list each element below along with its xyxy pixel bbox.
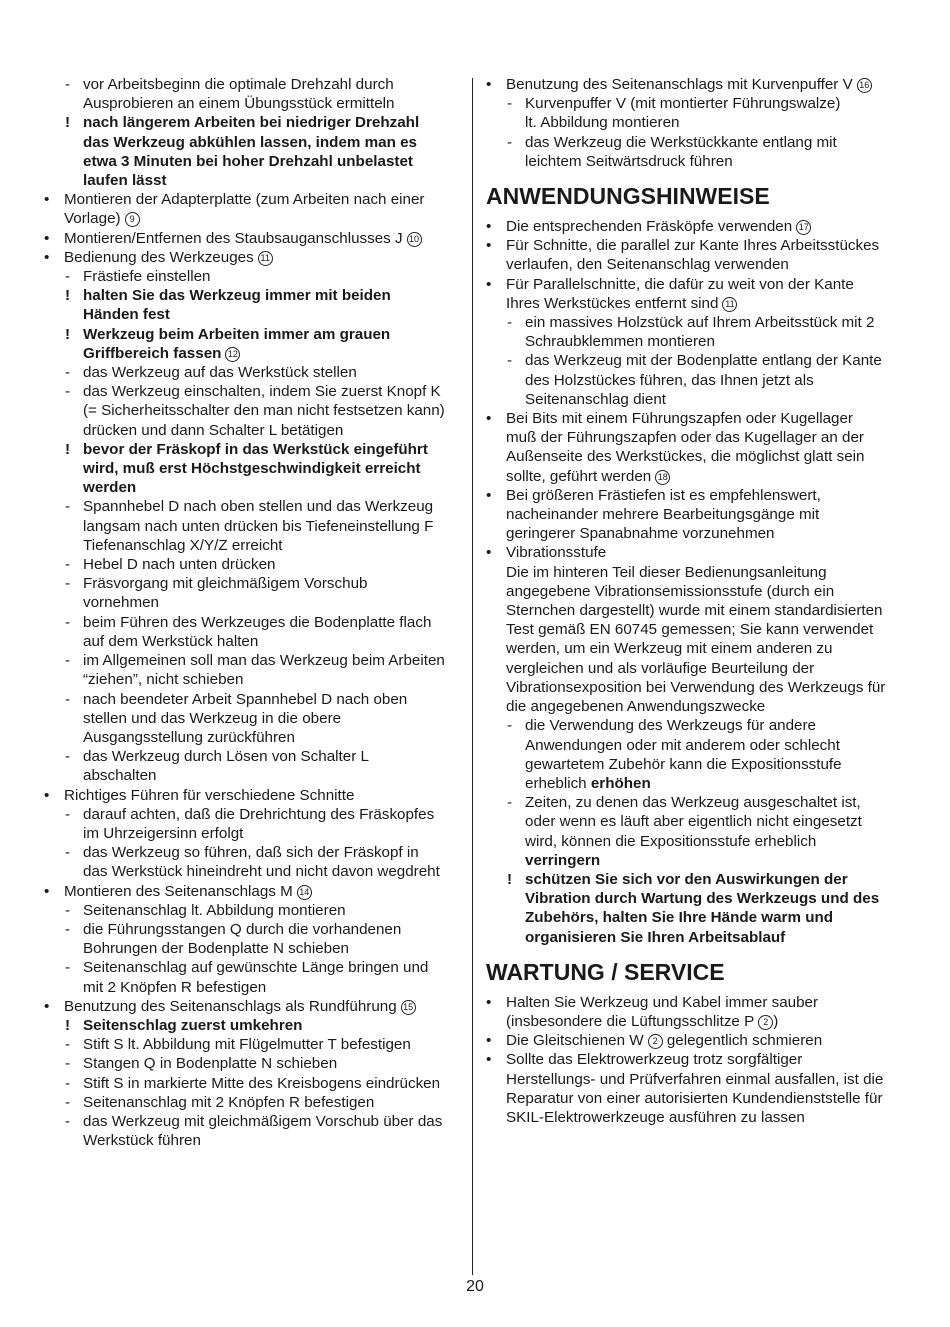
bullet-marker: • xyxy=(44,248,50,266)
text-line xyxy=(44,978,464,997)
text-line xyxy=(486,563,906,582)
figure-ref-number: 17 xyxy=(796,220,811,235)
text-line xyxy=(44,152,464,171)
dash-marker: - xyxy=(65,844,71,862)
text-line xyxy=(486,1108,906,1127)
dash-marker: - xyxy=(507,794,513,812)
list-item xyxy=(44,747,464,766)
list-item xyxy=(44,958,464,977)
warning-line xyxy=(44,286,464,305)
text-line xyxy=(486,371,906,390)
text-line xyxy=(486,152,906,171)
section-heading: WARTUNG / SERVICE xyxy=(486,958,725,985)
dash-marker: - xyxy=(65,613,71,631)
dash-marker: - xyxy=(65,364,71,382)
dash-marker: - xyxy=(507,352,513,370)
text-line xyxy=(486,390,906,409)
text-line xyxy=(486,736,906,755)
line-text: SKIL-Elektrowerkzeuge ausführen zu lassen xyxy=(506,1108,805,1126)
dash-marker: - xyxy=(507,717,513,735)
list-item xyxy=(486,236,906,255)
line-text: Vibrationsstufe xyxy=(506,544,607,562)
line-text: stellen und das Werkzeug in die obere xyxy=(83,709,342,727)
line-text: gewartetem Zubehör kann die Expositionsstufe xyxy=(525,755,842,773)
dash-marker: - xyxy=(507,314,513,332)
warning-marker: ! xyxy=(65,287,71,305)
line-text: Stangen Q in Bodenplatte N schieben xyxy=(83,1055,338,1073)
list-item xyxy=(44,843,464,862)
bullet-marker: • xyxy=(486,275,492,293)
text-line xyxy=(486,678,906,697)
warning-line xyxy=(486,870,906,889)
line-text: wird, können die Expositionsstufe erheblich xyxy=(525,832,817,850)
line-text: geringerer Spanabnahme vorzunehmen xyxy=(506,525,775,543)
text-line xyxy=(44,862,464,881)
text-line xyxy=(44,1131,464,1150)
line-text: das Werkzeug durch Lösen von Schalter L xyxy=(83,748,369,766)
list-item xyxy=(44,574,464,593)
line-text: etwa 3 Minuten bei hoher Drehzahl unbelastet xyxy=(83,152,413,170)
line-text: des Holzstückes führen, das Ihnen jetzt als xyxy=(525,371,814,389)
line-text: Frästiefe einstellen xyxy=(83,268,211,286)
list-item xyxy=(44,75,464,94)
line-text: sollte, geführt werden xyxy=(506,467,652,485)
dash-marker: - xyxy=(65,1093,71,1111)
text-line xyxy=(486,505,906,524)
bullet-marker: • xyxy=(486,544,492,562)
line-text: Seitenanschlag auf gewünschte Länge bringen und xyxy=(83,959,429,977)
dash-marker: - xyxy=(65,268,71,286)
line-text: organisieren Sie Ihren Arbeitsablauf xyxy=(525,928,786,946)
line-text: wird, muß erst Höchstgeschwindigkeit erreicht xyxy=(83,460,421,478)
list-item xyxy=(486,217,906,236)
bullet-marker: • xyxy=(486,1051,492,1069)
line-text: Benutzung des Seitenanschlags mit Kurvenpuffer V xyxy=(506,76,853,93)
text-line xyxy=(486,639,906,658)
line-text: werden xyxy=(83,479,137,497)
line-text: nacheinander mehrere Bearbeitungsgänge mit xyxy=(506,506,820,524)
dash-marker: - xyxy=(65,1036,71,1054)
text-line xyxy=(44,939,464,958)
list-item xyxy=(44,1074,464,1093)
line-text: Griffbereich fassen xyxy=(83,344,222,362)
list-item xyxy=(486,409,906,428)
dash-marker: - xyxy=(507,95,513,113)
list-item xyxy=(44,901,464,920)
text-line xyxy=(44,94,464,113)
text-line xyxy=(486,524,906,543)
line-text: Test gemäß EN 60745 gemessen; Sie kann verwendet xyxy=(506,621,874,639)
line-text: vergleichen und als vorläufige Beurteilung der xyxy=(506,659,815,677)
list-item xyxy=(44,997,464,1016)
emphasis-text: erhöhen xyxy=(590,774,651,792)
text-line xyxy=(486,851,906,870)
line-text: Außenseite des Werkstückes, die möglichst glatt sein xyxy=(506,448,865,466)
list-item xyxy=(44,805,464,824)
line-text-tail: ) xyxy=(773,1012,779,1030)
line-text: vor Arbeitsbeginn die optimale Drehzahl durch xyxy=(83,76,394,93)
line-text: das Werkzeug einschalten, indem Sie zuerst Knopf K xyxy=(83,383,441,401)
line-text: das Werkzeug die Werkstückkante entlang mit xyxy=(525,133,837,151)
warning-marker: ! xyxy=(507,870,513,888)
dash-marker: - xyxy=(65,901,71,919)
dash-marker: - xyxy=(65,498,71,516)
line-text: im Uhrzeigersinn erfolgt xyxy=(83,824,244,842)
figure-ref-number: 11 xyxy=(258,251,273,266)
list-item xyxy=(486,793,906,812)
line-text: Zubehörs, halten Sie Ihre Hände warm und xyxy=(525,909,834,927)
column-divider xyxy=(472,78,473,1275)
list-item xyxy=(44,786,464,805)
text-line xyxy=(44,459,464,478)
line-text: Sternchen dargestellt) wurde mit einem standardisierten xyxy=(506,602,883,620)
line-text: Händen fest xyxy=(83,306,170,324)
text-line xyxy=(486,294,906,313)
warning-line xyxy=(44,113,464,132)
text-line xyxy=(486,908,906,927)
line-text: Reparatur von einer autorisierten Kundendienststelle für xyxy=(506,1089,883,1107)
line-text: Richtiges Führen für verschiedene Schnitte xyxy=(64,786,355,804)
line-text-tail: gelegentlich schmieren xyxy=(662,1032,823,1050)
list-item xyxy=(44,1054,464,1073)
bullet-marker: • xyxy=(44,786,50,804)
list-item xyxy=(486,486,906,505)
text-line xyxy=(486,332,906,351)
line-text: Werkstück führen xyxy=(83,1132,201,1150)
line-text: das Werkzeug abkühlen lassen, indem man es xyxy=(83,133,417,151)
bullet-marker: • xyxy=(486,218,492,236)
warning-line xyxy=(44,440,464,459)
line-text: ein massives Holzstück auf Ihrem Arbeitsstück mit 2 xyxy=(525,314,875,332)
line-text: Seitenanschlag mit 2 Knöpfen R befestigen xyxy=(83,1093,375,1111)
figure-ref-number: 2 xyxy=(648,1034,663,1049)
figure-ref-number: 18 xyxy=(655,470,670,485)
list-item xyxy=(44,651,464,670)
dash-marker: - xyxy=(65,1074,71,1092)
bullet-marker: • xyxy=(486,486,492,504)
left-column xyxy=(44,75,464,1150)
list-item xyxy=(44,920,464,939)
figure-ref-number: 2 xyxy=(758,1015,773,1030)
line-text: langsam nach unten drücken bis Tiefeneinstellung F xyxy=(83,517,434,535)
list-item xyxy=(44,1035,464,1054)
line-text: Bei Bits mit einem Führungszapfen oder Kugellager xyxy=(506,410,853,428)
line-text: Halten Sie Werkzeug und Kabel immer sauber xyxy=(506,993,819,1011)
warning-marker: ! xyxy=(65,114,71,132)
text-line xyxy=(486,774,906,793)
dash-marker: - xyxy=(65,1055,71,1073)
text-line xyxy=(44,209,464,228)
line-text: im Allgemeinen soll man das Werkzeug beim Arbeiten xyxy=(83,652,445,670)
line-text: (= Sicherheitsschalter den man nicht festsetzen kann) xyxy=(83,402,445,420)
list-item xyxy=(486,993,906,1012)
text-line xyxy=(486,467,906,486)
line-text: Kurvenpuffer V (mit montierter Führungswalze) xyxy=(525,95,841,113)
line-text: Seitenanschlag dient xyxy=(525,390,667,408)
line-text: Die im hinteren Teil dieser Bedienungsanleitung xyxy=(506,563,827,581)
list-item xyxy=(486,716,906,735)
text-line xyxy=(44,824,464,843)
line-text: Vibration durch Wartung des Werkzeugs und des xyxy=(525,890,880,908)
line-text: bevor der Fräskopf in das Werkstück eingeführt xyxy=(83,440,428,458)
line-text: lt. Abbildung montieren xyxy=(525,114,680,132)
line-text: Bedienung des Werkzeuges xyxy=(64,248,254,266)
dash-marker: - xyxy=(65,805,71,823)
line-text: Die Gleitschienen W xyxy=(506,1032,644,1050)
line-text: das Werkstück hineindreht und nicht davon wegdreht xyxy=(83,863,440,881)
list-item xyxy=(486,133,906,152)
text-line xyxy=(486,889,906,908)
line-text: nach längerem Arbeiten bei niedriger Drehzahl xyxy=(83,114,420,132)
list-item xyxy=(44,1112,464,1131)
bullet-marker: • xyxy=(486,1032,492,1050)
dash-marker: - xyxy=(65,959,71,977)
line-text: Herstellungs- und Prüfverfahren einmal ausfallen, ist die xyxy=(506,1070,884,1088)
list-item xyxy=(486,543,906,562)
figure-ref-number: 12 xyxy=(225,347,240,362)
text-line xyxy=(44,517,464,536)
line-text: die Führungsstangen Q durch die vorhandenen xyxy=(83,920,402,938)
text-line xyxy=(44,344,464,363)
list-item xyxy=(44,690,464,709)
text-line xyxy=(486,659,906,678)
line-text: das Werkzeug mit der Bodenplatte entlang der Kante xyxy=(525,352,882,370)
text-line xyxy=(44,632,464,651)
line-text: Werkzeug beim Arbeiten immer am grauen xyxy=(83,325,391,343)
text-line xyxy=(486,812,906,831)
line-text: leichtem Seitwärtsdruck führen xyxy=(525,152,733,170)
text-line xyxy=(44,709,464,728)
line-text: Ihres Werkstückes entfernt sind xyxy=(506,294,719,312)
text-line xyxy=(44,670,464,689)
line-text: Montieren des Seitenanschlags M xyxy=(64,882,293,900)
text-line xyxy=(486,755,906,774)
dash-marker: - xyxy=(65,556,71,574)
bullet-marker: • xyxy=(44,882,50,900)
list-item xyxy=(44,190,464,209)
figure-ref-number: 15 xyxy=(401,1000,416,1015)
list-item xyxy=(44,555,464,574)
dash-marker: - xyxy=(65,1112,71,1130)
list-item xyxy=(486,1050,906,1069)
text-line xyxy=(44,478,464,497)
line-text: schützen Sie sich vor den Auswirkungen der xyxy=(525,870,848,888)
figure-ref-number: 10 xyxy=(407,232,422,247)
list-item xyxy=(44,497,464,516)
bullet-marker: • xyxy=(44,997,50,1015)
text-line xyxy=(44,421,464,440)
dash-marker: - xyxy=(507,133,513,151)
line-text: Stift S lt. Abbildung mit Flügelmutter T befestigen xyxy=(83,1036,411,1054)
line-text: angegebene Vibrationsemissionsstufe (durch ein xyxy=(506,582,835,600)
list-item xyxy=(486,313,906,332)
list-item xyxy=(44,229,464,248)
line-text: laufen lässt xyxy=(83,172,167,190)
line-text: Hebel D nach unten drücken xyxy=(83,556,276,574)
text-line xyxy=(44,401,464,420)
bullet-marker: • xyxy=(486,76,492,93)
warning-marker: ! xyxy=(65,440,71,458)
bullet-marker: • xyxy=(486,410,492,428)
text-line xyxy=(44,593,464,612)
text-line xyxy=(486,601,906,620)
line-text: drücken und dann Schalter L betätigen xyxy=(83,421,344,439)
line-text: halten Sie das Werkzeug immer mit beiden xyxy=(83,287,391,305)
dash-marker: - xyxy=(65,383,71,401)
list-item xyxy=(486,1031,906,1050)
line-text: Benutzung des Seitenanschlags als Rundführung xyxy=(64,997,397,1015)
list-item xyxy=(44,382,464,401)
line-text: Seitenanschlag lt. Abbildung montieren xyxy=(83,901,346,919)
figure-ref-number: 9 xyxy=(125,212,140,227)
line-text: verlaufen, den Seitenanschlag verwenden xyxy=(506,256,789,274)
line-text: Bei größeren Frästiefen ist es empfehlenswert, xyxy=(506,486,821,504)
text-line xyxy=(486,428,906,447)
line-text: verringern xyxy=(525,851,601,869)
list-item xyxy=(44,882,464,901)
line-text: “ziehen”, nicht schieben xyxy=(83,671,244,689)
list-item xyxy=(44,363,464,382)
bullet-marker: • xyxy=(44,191,50,209)
text-line xyxy=(486,928,906,947)
text-line xyxy=(44,766,464,785)
dash-marker: - xyxy=(65,575,71,593)
line-text: nach beendeter Arbeit Spannhebel D nach oben xyxy=(83,690,408,708)
text-line xyxy=(486,255,906,274)
text-line xyxy=(44,728,464,747)
line-text: Fräsvorgang mit gleichmäßigem Vorschub xyxy=(83,575,368,593)
line-text: Tiefenanschlag X/Y/Z erreicht xyxy=(83,536,283,554)
line-text: (insbesondere die Lüftungsschlitze P xyxy=(506,1012,755,1030)
list-item xyxy=(44,613,464,632)
right-column xyxy=(486,75,906,1127)
line-text: oder wenn es läuft aber eigentlich nicht eingesetzt xyxy=(525,813,862,831)
line-text: Für Parallelschnitte, die dafür zu weit von der Kante xyxy=(506,275,854,293)
line-text: das Werkzeug so führen, daß sich der Fräskopf in xyxy=(83,844,419,862)
list-item xyxy=(44,248,464,267)
warning-marker: ! xyxy=(65,325,71,343)
warning-line xyxy=(44,1016,464,1035)
line-text: abschalten xyxy=(83,767,157,785)
line-text: Die entsprechenden Fräsköpfe verwenden xyxy=(506,218,793,236)
line-text: Schraubklemmen montieren xyxy=(525,333,715,351)
line-text: mit 2 Knöpfen R befestigen xyxy=(83,978,267,996)
section-heading: ANWENDUNGSHINWEISE xyxy=(486,183,770,210)
warning-marker: ! xyxy=(65,1016,71,1034)
list-item xyxy=(486,351,906,370)
text-line xyxy=(486,1012,906,1031)
text-line xyxy=(44,171,464,190)
line-text: die Verwendung des Werkzeugs für andere xyxy=(525,717,816,735)
list-item xyxy=(44,1093,464,1112)
figure-ref-number: 11 xyxy=(722,297,737,312)
warning-line xyxy=(44,325,464,344)
text-line xyxy=(486,832,906,851)
line-text: Anwendungen oder mit anderem oder schlecht xyxy=(525,736,840,754)
line-text: Montieren der Adapterplatte (zum Arbeiten nach einer xyxy=(64,191,425,209)
figure-ref-number: 14 xyxy=(297,885,312,900)
dash-marker: - xyxy=(65,920,71,938)
figure-ref-number: 16 xyxy=(857,78,872,93)
list-item xyxy=(486,75,906,94)
text-line xyxy=(486,113,906,132)
line-text: darauf achten, daß die Drehrichtung des Fräskopfes xyxy=(83,805,435,823)
text-line xyxy=(44,133,464,152)
dash-marker: - xyxy=(65,748,71,766)
line-text: Sollte das Elektrowerkzeug trotz sorgfältiger xyxy=(506,1051,803,1069)
bullet-marker: • xyxy=(486,993,492,1011)
text-line xyxy=(44,305,464,324)
text-line xyxy=(486,620,906,639)
line-text: Vorlage) xyxy=(64,210,121,228)
text-line xyxy=(486,1089,906,1108)
dash-marker: - xyxy=(65,652,71,670)
text-line xyxy=(44,536,464,555)
text-line xyxy=(486,697,906,716)
line-text: Seitenschlag zuerst umkehren xyxy=(83,1016,303,1034)
bullet-marker: • xyxy=(44,229,50,247)
list-item xyxy=(44,267,464,286)
line-text: Spannhebel D nach oben stellen und das Werkzeug xyxy=(83,498,434,516)
line-text: Ausprobieren an einem Übungsstück ermitteln xyxy=(83,95,395,113)
dash-marker: - xyxy=(65,76,71,93)
line-text: Vibrationsexposition bei Verwendung des Werkzeugs für xyxy=(506,678,886,696)
text-line xyxy=(486,1070,906,1089)
text-line xyxy=(486,582,906,601)
line-text: beim Führen des Werkzeuges die Bodenplatte flach xyxy=(83,613,432,631)
line-text: auf dem Werkstück halten xyxy=(83,632,259,650)
list-item xyxy=(486,94,906,113)
line-text: Montieren/Entfernen des Staubsauganschlusses J xyxy=(64,229,403,247)
line-text: vornehmen xyxy=(83,594,159,612)
line-text: werden, um ein Werkzeug mit einem anderen zu xyxy=(506,640,833,658)
bullet-marker: • xyxy=(486,237,492,255)
text-line xyxy=(486,447,906,466)
line-text: das Werkzeug auf das Werkstück stellen xyxy=(83,364,357,382)
line-text: erheblich xyxy=(525,774,591,792)
dash-marker: - xyxy=(65,690,71,708)
line-text: die angegebenen Anwendungszwecke xyxy=(506,698,766,716)
line-text: Zeiten, zu denen das Werkzeug ausgeschaltet ist, xyxy=(525,794,861,812)
line-text: Bohrungen der Bodenplatte N schieben xyxy=(83,940,349,958)
line-text: muß der Führungszapfen oder das Kugellager an der xyxy=(506,429,864,447)
line-text: das Werkzeug mit gleichmäßigem Vorschub über das xyxy=(83,1112,443,1130)
line-text: Ausgangsstellung zurückführen xyxy=(83,728,295,746)
line-text: Stift S in markierte Mitte des Kreisbogens eindrücken xyxy=(83,1074,441,1092)
line-text: Für Schnitte, die parallel zur Kante Ihres Arbeitsstückes xyxy=(506,237,880,255)
page-number: 20 xyxy=(466,1278,484,1295)
list-item xyxy=(486,275,906,294)
